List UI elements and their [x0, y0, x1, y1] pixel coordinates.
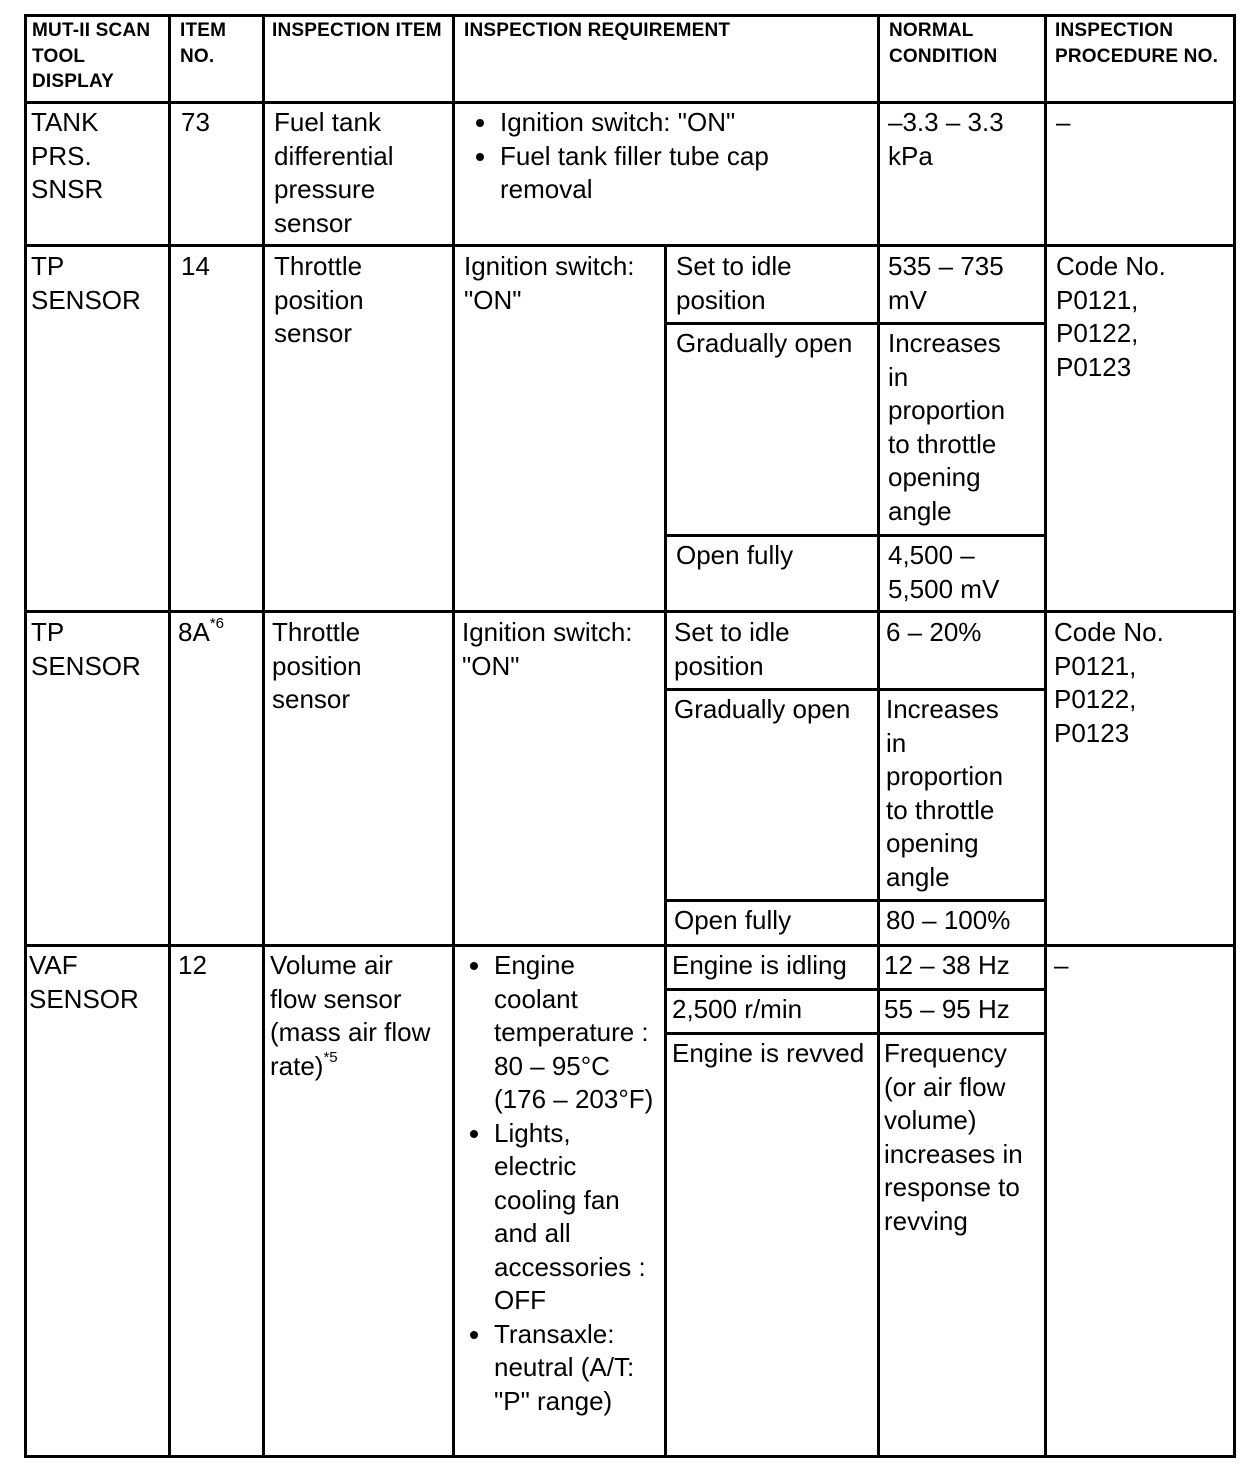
row4-normal-revved: Frequency (or air flow volume) increases in response to revving: [884, 1038, 1023, 1236]
row1-item-no: 73: [181, 107, 210, 137]
row1-display: TANK PRS. SNSR: [31, 107, 104, 204]
row2-state-gradual: Gradually open: [676, 328, 853, 358]
row2-normal-full: 4,500 – 5,500 mV: [888, 540, 1000, 604]
grid-line: [24, 14, 1236, 17]
grid-line: [664, 1032, 1046, 1035]
row4-state-idling: Engine is idling: [672, 950, 847, 980]
row4-state-revved: Engine is revved: [672, 1038, 865, 1068]
grid-line: [452, 14, 455, 1458]
row4-procedure: –: [1054, 950, 1069, 980]
grid-line: [664, 322, 1046, 325]
header-procedure: INSPECTION PROCEDURE NO.: [1055, 20, 1219, 67]
row3-condition: Ignition switch: "ON": [462, 617, 633, 681]
row4-inspection-item: [270, 949, 440, 1083]
grid-line: [664, 244, 667, 1458]
grid-line: [877, 14, 880, 1458]
row3-state-full: Open fully: [674, 905, 792, 935]
row1-normal-condition: –3.3 – 3.3 kPa: [888, 107, 1004, 171]
row4-requirement-list: [460, 949, 660, 1418]
row4-state-2500: 2,500 r/min: [672, 994, 803, 1024]
row3-normal-idle: 6 – 20%: [886, 617, 982, 647]
grid-line: [1044, 14, 1047, 1458]
row4-display: VAF SENSOR: [29, 950, 139, 1014]
grid-line: [24, 1455, 1236, 1458]
grid-line: [24, 944, 1236, 947]
header-inspection-item: INSPECTION ITEM: [272, 20, 442, 41]
header-requirement: INSPECTION REQUIREMENT: [464, 20, 731, 41]
footnote-mark: *5: [323, 1048, 338, 1066]
grid-line: [24, 14, 27, 1458]
row4-normal-2500: 55 – 95 Hz: [884, 994, 1010, 1024]
header-item-no: ITEM NO.: [180, 20, 227, 67]
grid-line: [262, 14, 265, 1458]
list-item: Fuel tank filler tube cap removal: [466, 140, 866, 207]
row1-requirement-list: [466, 106, 866, 207]
grid-line: [168, 14, 171, 1458]
grid-line: [24, 244, 1236, 247]
grid-line: [24, 101, 1236, 104]
row2-condition: Ignition switch: "ON": [464, 251, 635, 315]
list-item: Lights, electric cooling fan and all accessories : OFF: [460, 1117, 660, 1318]
row3-inspection-item: Throttle position sensor: [272, 617, 362, 714]
grid-line: [664, 688, 1046, 691]
list-item: Ignition switch: "ON": [466, 106, 866, 140]
row3-item-no: [178, 616, 260, 650]
header-display: MUT-II SCAN TOOL DISPLAY: [32, 20, 151, 92]
row2-state-full: Open fully: [676, 540, 794, 570]
item-no-text: 8A: [178, 617, 210, 647]
grid-line: [664, 534, 1046, 537]
item-text: Volume air flow sensor (mass air flow rate): [270, 950, 431, 1081]
grid-line: [1233, 14, 1236, 1458]
row3-state-idle: Set to idle position: [674, 617, 790, 681]
row2-normal-gradual: Increases in proportion to throttle opening angle: [888, 328, 1006, 526]
row3-state-gradual: Gradually open: [674, 694, 851, 724]
row2-procedure: Code No. P0121, P0122, P0123: [1056, 251, 1166, 382]
row2-display: TP SENSOR: [31, 251, 141, 315]
row3-display: TP SENSOR: [31, 617, 141, 681]
row4-item-no: 12: [178, 950, 207, 980]
grid-line: [664, 899, 1046, 902]
row1-inspection-item: Fuel tank differential pressure sensor: [274, 107, 394, 238]
row3-procedure: Code No. P0121, P0122, P0123: [1054, 617, 1164, 748]
row2-normal-idle: 535 – 735 mV: [888, 251, 1004, 315]
list-item: Transaxle: neutral (A/T: "P" range): [460, 1318, 660, 1419]
grid-line: [664, 988, 1046, 991]
list-item: Engine coolant temperature : 80 – 95°C (176 – 203°F): [460, 949, 660, 1117]
row4-normal-idling: 12 – 38 Hz: [884, 950, 1010, 980]
row3-normal-full: 80 – 100%: [886, 905, 1011, 935]
row3-normal-gradual: Increases in proportion to throttle opening angle: [886, 694, 1004, 892]
row2-inspection-item: Throttle position sensor: [274, 251, 364, 348]
grid-line: [24, 610, 1236, 613]
footnote-mark: *6: [209, 615, 224, 632]
row2-item-no: 14: [181, 251, 210, 281]
row1-procedure: –: [1056, 107, 1071, 137]
header-normal-condition: NORMAL CONDITION: [889, 20, 998, 67]
row2-state-idle: Set to idle position: [676, 251, 792, 315]
